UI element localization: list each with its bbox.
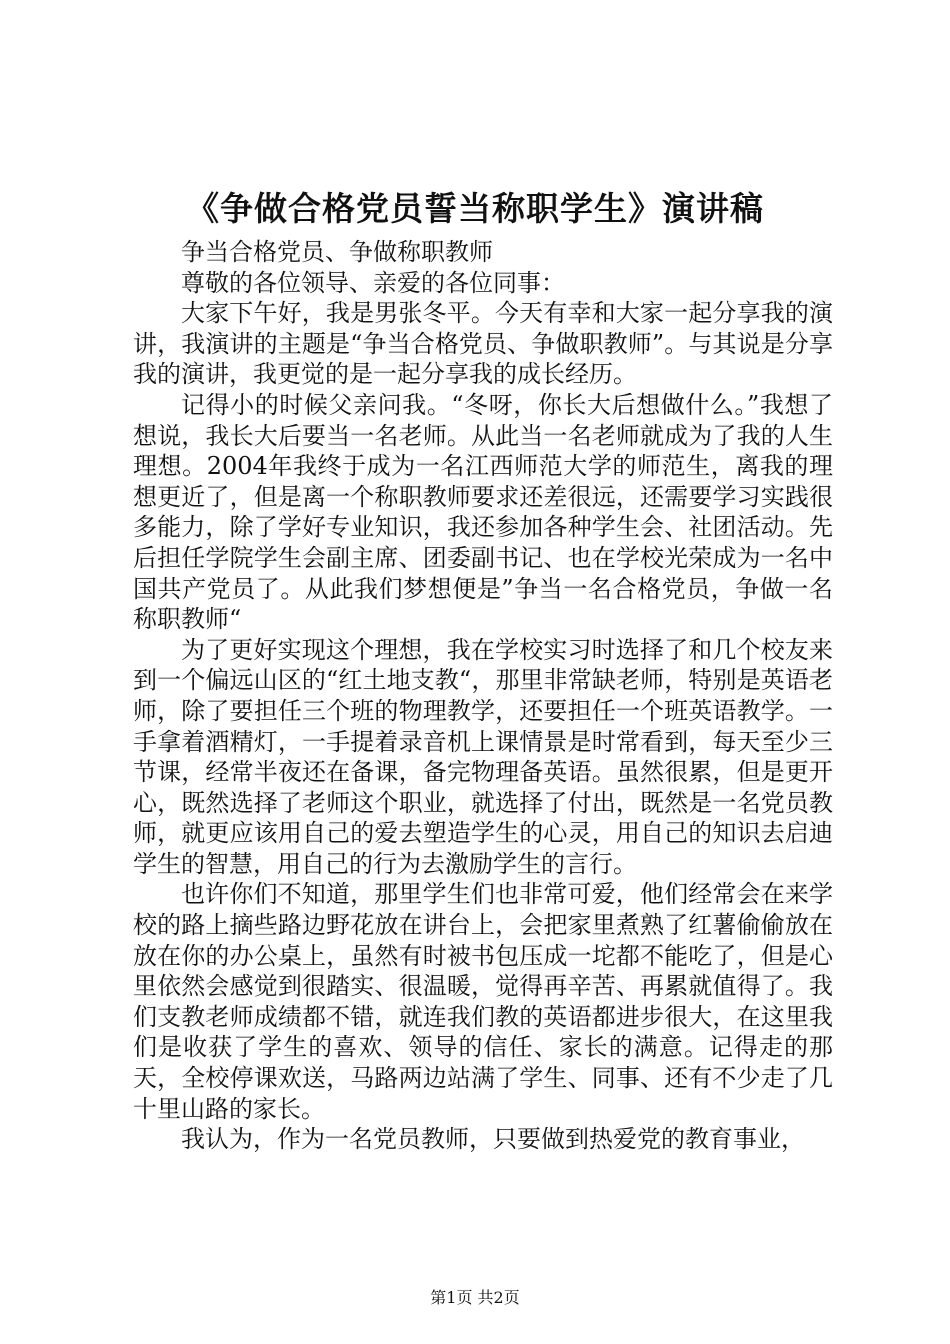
page-footer: 第1页 共2页	[430, 1288, 520, 1307]
paragraph: 为了更好实现这个理想，我在学校实习时选择了和几个校友来到一个偏远山区的“红土地支教“，那里非常缺老师，特别是英语老师，除了要担任三个班的物理教学，还要担任一个班英语教学。一手拿着酒精灯，一手提着录音机上课情景是时常看到，每天至少三节课，经常半夜还在备课，备完物理备英语。虽然很累，但是更开心，既然选择了老师这个职业，就选择了付出，既然是一名党员教师，就更应该用自己的爱去塑造学生的心灵，用自己的知识去启迪学生的智慧，用自己的行为去激励学生的言行。	[133, 635, 833, 878]
salutation: 尊敬的各位领导、亲爱的各位同事：	[181, 268, 565, 297]
paragraph: 也许你们不知道，那里学生们也非常可爱，他们经常会在来学校的路上摘些路边野花放在讲台上，会把家里煮熟了红薯偷偷放在放在你的办公桌上，虽然有时被书包压成一坨都不能吃了，但是心里依然会感觉到很踏实、很温暖，觉得再辛苦、再累就值得了。我们支教老师成绩都不错，就连我们教的英语都进步很大，在这里我们是收获了学生的喜欢、领导的信任、家长的满意。记得走的那天，全校停课欢送，马路两边站满了学生、同事、还有不少走了几十里山路的家长。	[133, 880, 833, 1123]
paragraph: 我认为，作为一名党员教师，只要做到热爱党的教育事业，	[181, 1125, 805, 1154]
subtitle-line: 争当合格党员、争做称职教师	[181, 238, 493, 266]
paragraph: 记得小的时候父亲问我。“冬呀，你长大后想做什么。”我想了想说，我长大后要当一名老师。从此当一名老师就成为了我的人生理想。2004年我终于成为一名江西师范大学的师范生，离我的理想更近了，但是离一个称职教师要求还差很远，还需要学习实践很多能力，除了学好专业知识，我还参加各种学生会、社团活动。先后担任学院学生会副主席、团委副书记、也在学校光荣成为一名中国共产党员了。从此我们梦想便是”争当一名合格党员，争做一名称职教师“	[133, 390, 833, 634]
paragraph: 大家下午好，我是男张冬平。今天有幸和大家一起分享我的演讲，我演讲的主题是“争当合格党员、争做职教师”。与其说是分享我的演讲，我更觉的是一起分享我的成长经历。	[133, 299, 833, 389]
document-body	[133, 237, 833, 1155]
document-title: 《争做合格党员誓当称职学生》演讲稿	[186, 189, 764, 228]
